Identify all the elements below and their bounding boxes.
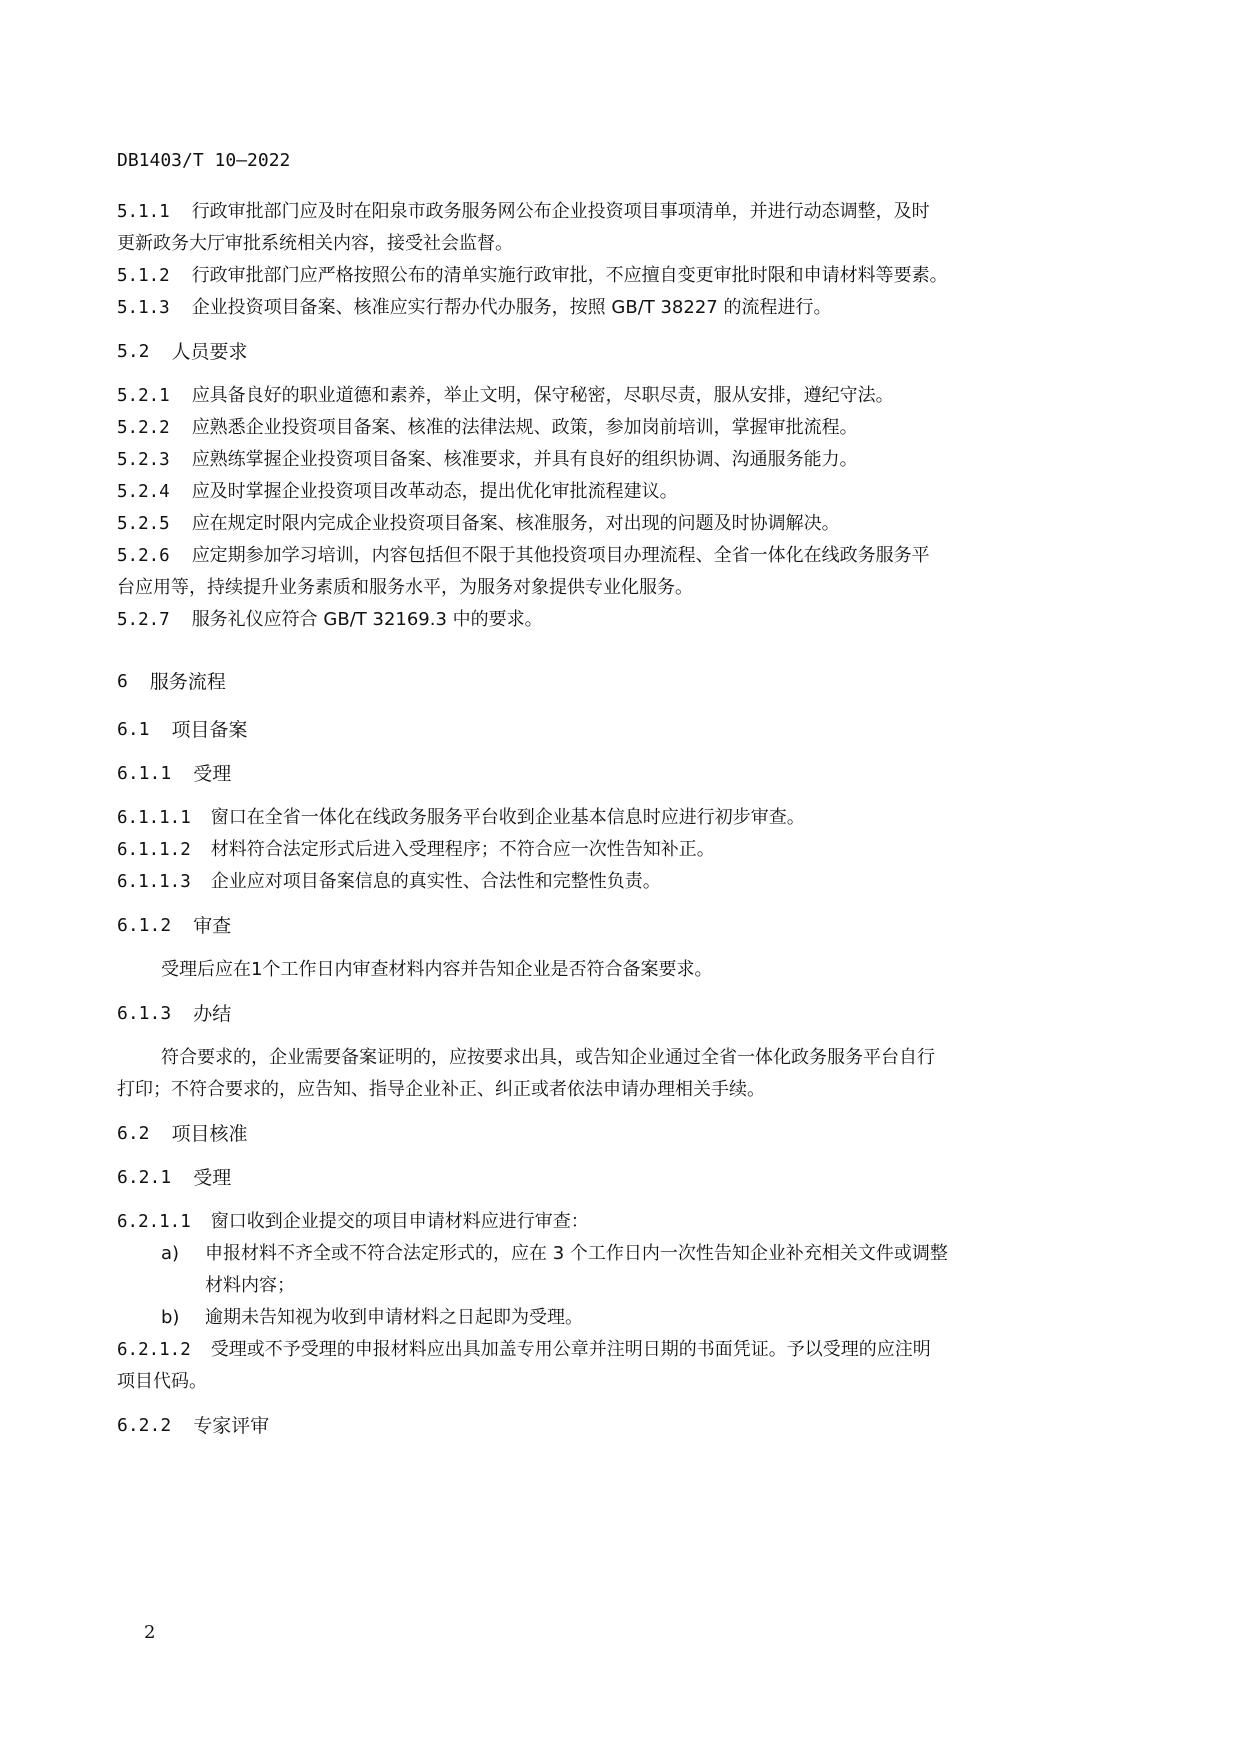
section-title: 专家评审 [193,1415,270,1437]
clause-5-2-4 [117,476,1107,508]
document-code: DB1403/T 10—2022 [117,150,291,171]
clause-5-2-6 [117,540,1107,572]
section-heading-6-1-3 [117,998,1107,1030]
section-number: 6.1.2 [117,915,172,936]
section-number: 6.2.2 [117,1415,172,1436]
list-item-b [117,1302,1107,1334]
list-marker: a) [161,1243,180,1264]
section-number: 6.1.3 [117,1003,172,1024]
clause-text: 窗口收到企业提交的项目申请材料应进行审查： [210,1211,589,1232]
clause-5-2-5 [117,508,1107,540]
clause-text: 应定期参加学习培训，内容包括但不限于其他投资项目办理流程、全省一体化在线政务服务平 [191,545,930,566]
list-item-a [117,1238,1107,1302]
section-number: 6.1 [117,719,150,740]
clause-number: 5.1.2 [117,266,170,286]
clause-text-continuation: 台应用等，持续提升业务素质和服务水平，为服务对象提供专业化服务。 [117,577,693,598]
paragraph-6-1-3-line2: 打印；不符合要求的，应告知、指导企业补正、纠正或者依法申请办理相关手续。 [117,1079,765,1100]
clause-number: 5.2.2 [117,418,170,438]
section-title: 项目核准 [171,1123,248,1145]
clause-number: 6.1.1.1 [117,808,191,828]
clause-number: 5.2.4 [117,482,170,502]
section-number: 6.1.1 [117,763,172,784]
section-number: 6.2.1 [117,1167,172,1188]
section-title: 受理 [193,763,232,785]
section-heading-6-2 [117,1118,1107,1150]
section-title: 人员要求 [171,341,248,363]
clause-6-1-1-1 [117,802,1107,834]
clause-text: 应在规定时限内完成企业投资项目备案、核准服务，对出现的问题及时协调解决。 [191,513,840,534]
section-title: 审查 [193,915,232,937]
section-title: 项目备案 [171,719,248,741]
section-number: 6.2 [117,1123,150,1144]
chapter-title: 服务流程 [149,671,226,693]
clause-text: 应熟练掌握企业投资项目备案、核准要求，并具有良好的组织协调、沟通服务能力。 [191,449,858,470]
chapter-number: 6 [117,671,128,692]
clause-text: 应具备良好的职业道德和素养，举止文明，保守秘密，尽职尽责，服从安排，遵纪守法。 [191,385,894,406]
clause-text: 材料符合法定形式后进入受理程序；不符合应一次性告知补正。 [210,839,715,860]
clause-6-1-1-2 [117,834,1107,866]
clause-number: 5.2.3 [117,450,170,470]
clause-5-1-1 [117,196,1107,228]
clause-number: 6.2.1.1 [117,1212,191,1232]
chapter-heading-6 [117,666,1107,698]
paragraph-6-1-2: 受理后应在1个工作日内审查材料内容并告知企业是否符合备案要求。 [161,959,713,980]
clause-number: 5.2.7 [117,610,170,630]
clause-6-1-1-3 [117,866,1107,898]
clause-number: 6.1.1.2 [117,840,191,860]
clause-text: 企业投资项目备案、核准应实行帮办代办服务，按照 GB/T 38227 的流程进行。 [191,297,832,318]
clause-text: 行政审批部门应及时在阳泉市政务服务网公布企业投资项目事项清单，并进行动态调整，及时 [191,201,930,222]
section-heading-6-1-2 [117,910,1107,942]
clause-text: 企业应对项目备案信息的真实性、合法性和完整性负责。 [210,871,661,892]
section-number: 5.2 [117,341,150,362]
clause-6-2-1-1 [117,1206,1107,1238]
clause-5-1-2 [117,260,1107,292]
clause-text: 服务礼仪应符合 GB/T 32169.3 中的要求。 [191,609,543,630]
section-heading-6-2-2 [117,1410,1107,1442]
clause-number: 5.1.3 [117,298,170,318]
clause-5-2-3 [117,444,1107,476]
clause-number: 6.2.1.2 [117,1340,191,1360]
clause-5-2-1 [117,380,1107,412]
clause-6-2-1-2 [117,1334,1107,1366]
clause-text: 应及时掌握企业投资项目改革动态，提出优化审批流程建议。 [191,481,678,502]
clause-5-2-2 [117,412,1107,444]
list-item-text-continuation: 材料内容； [205,1275,295,1296]
clause-number: 5.1.1 [117,202,170,222]
clause-number: 5.2.1 [117,386,170,406]
clause-text-continuation: 更新政务大厅审批系统相关内容，接受社会监督。 [117,233,513,254]
document-body [117,196,1107,1442]
section-heading-6-2-1 [117,1162,1107,1194]
clause-text-continuation: 项目代码。 [117,1371,207,1392]
section-title: 受理 [193,1167,232,1189]
list-marker: b) [161,1307,180,1328]
clause-number: 6.1.1.3 [117,872,191,892]
clause-text: 行政审批部门应严格按照公布的清单实施行政审批，不应擅自变更审批时限和申请材料等要素。 [191,265,948,286]
clause-text: 受理或不予受理的申报材料应出具加盖专用公章并注明日期的书面凭证。予以受理的应注明 [210,1339,931,1360]
clause-5-1-3 [117,292,1107,324]
section-title: 办结 [193,1003,232,1025]
section-heading-5-2 [117,336,1107,368]
section-heading-6-1 [117,714,1107,746]
clause-text: 应熟悉企业投资项目备案、核准的法律法规、政策，参加岗前培训，掌握审批流程。 [191,417,858,438]
list-item-text: 申报材料不齐全或不符合法定形式的，应在 3 个工作日内一次性告知企业补充相关文件或调整 [205,1243,948,1264]
clause-number: 5.2.5 [117,514,170,534]
section-heading-6-1-1 [117,758,1107,790]
page-number: 2 [144,1622,156,1643]
paragraph-6-1-3-line1: 符合要求的，企业需要备案证明的，应按要求出具，或告知企业通过全省一体化政务服务平台自行 [161,1047,935,1068]
clause-text: 窗口在全省一体化在线政务服务平台收到企业基本信息时应进行初步审查。 [210,807,805,828]
clause-number: 5.2.6 [117,546,170,566]
clause-5-2-7 [117,604,1107,636]
list-item-text: 逾期未告知视为收到申请材料之日起即为受理。 [205,1307,583,1328]
